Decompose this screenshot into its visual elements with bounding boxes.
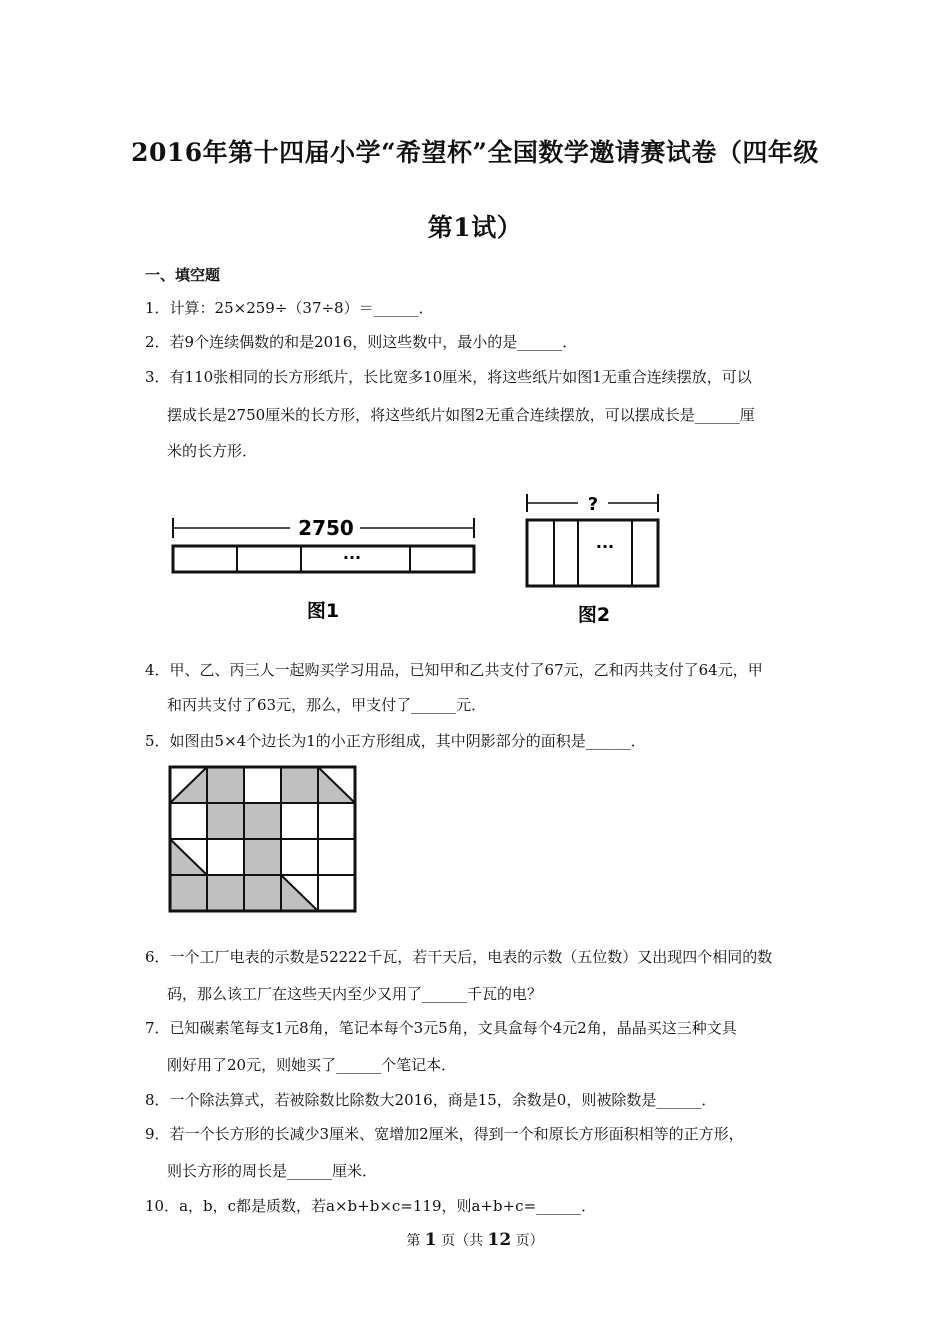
question-9-line2: 则长方形的周长是______厘米． — [167, 1162, 378, 1180]
fig2-block — [527, 520, 658, 586]
footer-suffix: 页） — [511, 1233, 544, 1249]
page-footer — [0, 1230, 950, 1250]
footer-middle: 页（共 — [436, 1233, 488, 1249]
question-5: 5．如图由5×4个边长为1的小正方形组成，其中阴影部分的面积是______． — [145, 732, 646, 750]
fig2-dim-label: ? — [587, 494, 599, 515]
fig2-label: 图2 — [577, 604, 611, 626]
question-3-line1: 3．有110张相同的长方形纸片，长比宽多10厘米，将这些纸片如图1无重合连续摆放，可以 — [145, 368, 752, 386]
fig1-dots: ··· — [342, 548, 362, 567]
question-2: 2．若9个连续偶数的和是2016，则这些数中，最小的是______． — [145, 333, 578, 351]
fig1-dim-label: 2750 — [298, 516, 354, 540]
footer-total-pages: 12 — [487, 1230, 512, 1250]
question-5-grid — [168, 765, 360, 913]
fig1-strip — [173, 546, 474, 572]
question-1: 1．计算：25×259÷（37÷8）＝______． — [145, 299, 434, 317]
shade-cell — [244, 839, 281, 875]
shade-cell — [207, 875, 244, 911]
question-3-line3: 米的长方形． — [167, 442, 258, 460]
question-3-line2: 摆成长是2750厘米的长方形，将这些纸片如图2无重合连续摆放，可以摆成长是______厘 — [167, 406, 755, 424]
shade-cell — [244, 875, 281, 911]
figure-1-2 — [160, 485, 680, 635]
exam-title-line1: 2016年第十四届小学“希望杯”全国数学邀请赛试卷（四年级 — [131, 138, 819, 167]
footer-page-number: 1 — [424, 1230, 437, 1250]
fig2-dots: ··· — [595, 537, 615, 556]
question-6-line2: 码，那么该工厂在这些天内至少又用了______千瓦的电？ — [167, 985, 543, 1003]
shade-cell — [244, 803, 281, 839]
question-10: 10．a，b，c都是质数，若a×b+b×c=119，则a+b+c=______． — [145, 1197, 597, 1215]
shade-cell — [207, 767, 244, 803]
section-heading: 一、填空题 — [145, 266, 221, 284]
fig1-label: 图1 — [306, 600, 340, 622]
question-7-line2: 刚好用了20元，则她买了______个笔记本． — [167, 1056, 457, 1074]
question-4-line1: 4．甲、乙、丙三人一起购买学习用品，已知甲和乙共支付了67元，乙和丙共支付了64元，甲 — [145, 661, 763, 679]
question-8: 8．一个除法算式，若被除数比除数大2016，商是15，余数是0，则被除数是______． — [145, 1091, 717, 1109]
shade-cell — [207, 803, 244, 839]
footer-prefix: 第 — [406, 1233, 425, 1249]
question-6-line1: 6．一个工厂电表的示数是52222千瓦，若干天后，电表的示数（五位数）又出现四个相同的数 — [145, 948, 773, 966]
shade-cell — [281, 767, 318, 803]
question-9-line1: 9．若一个长方形的长减少3厘米、宽增加2厘米，得到一个和原长方形面积相等的正方形， — [145, 1125, 744, 1143]
question-4-line2: 和丙共支付了63元，那么，甲支付了______元． — [167, 696, 487, 714]
question-7-line1: 7．已知碳素笔每支1元8角，笔记本每个3元5角，文具盒每个4元2角，晶晶买这三种文具 — [145, 1019, 737, 1037]
exam-title-line2: 第1试） — [427, 213, 523, 242]
shade-cell — [170, 875, 207, 911]
